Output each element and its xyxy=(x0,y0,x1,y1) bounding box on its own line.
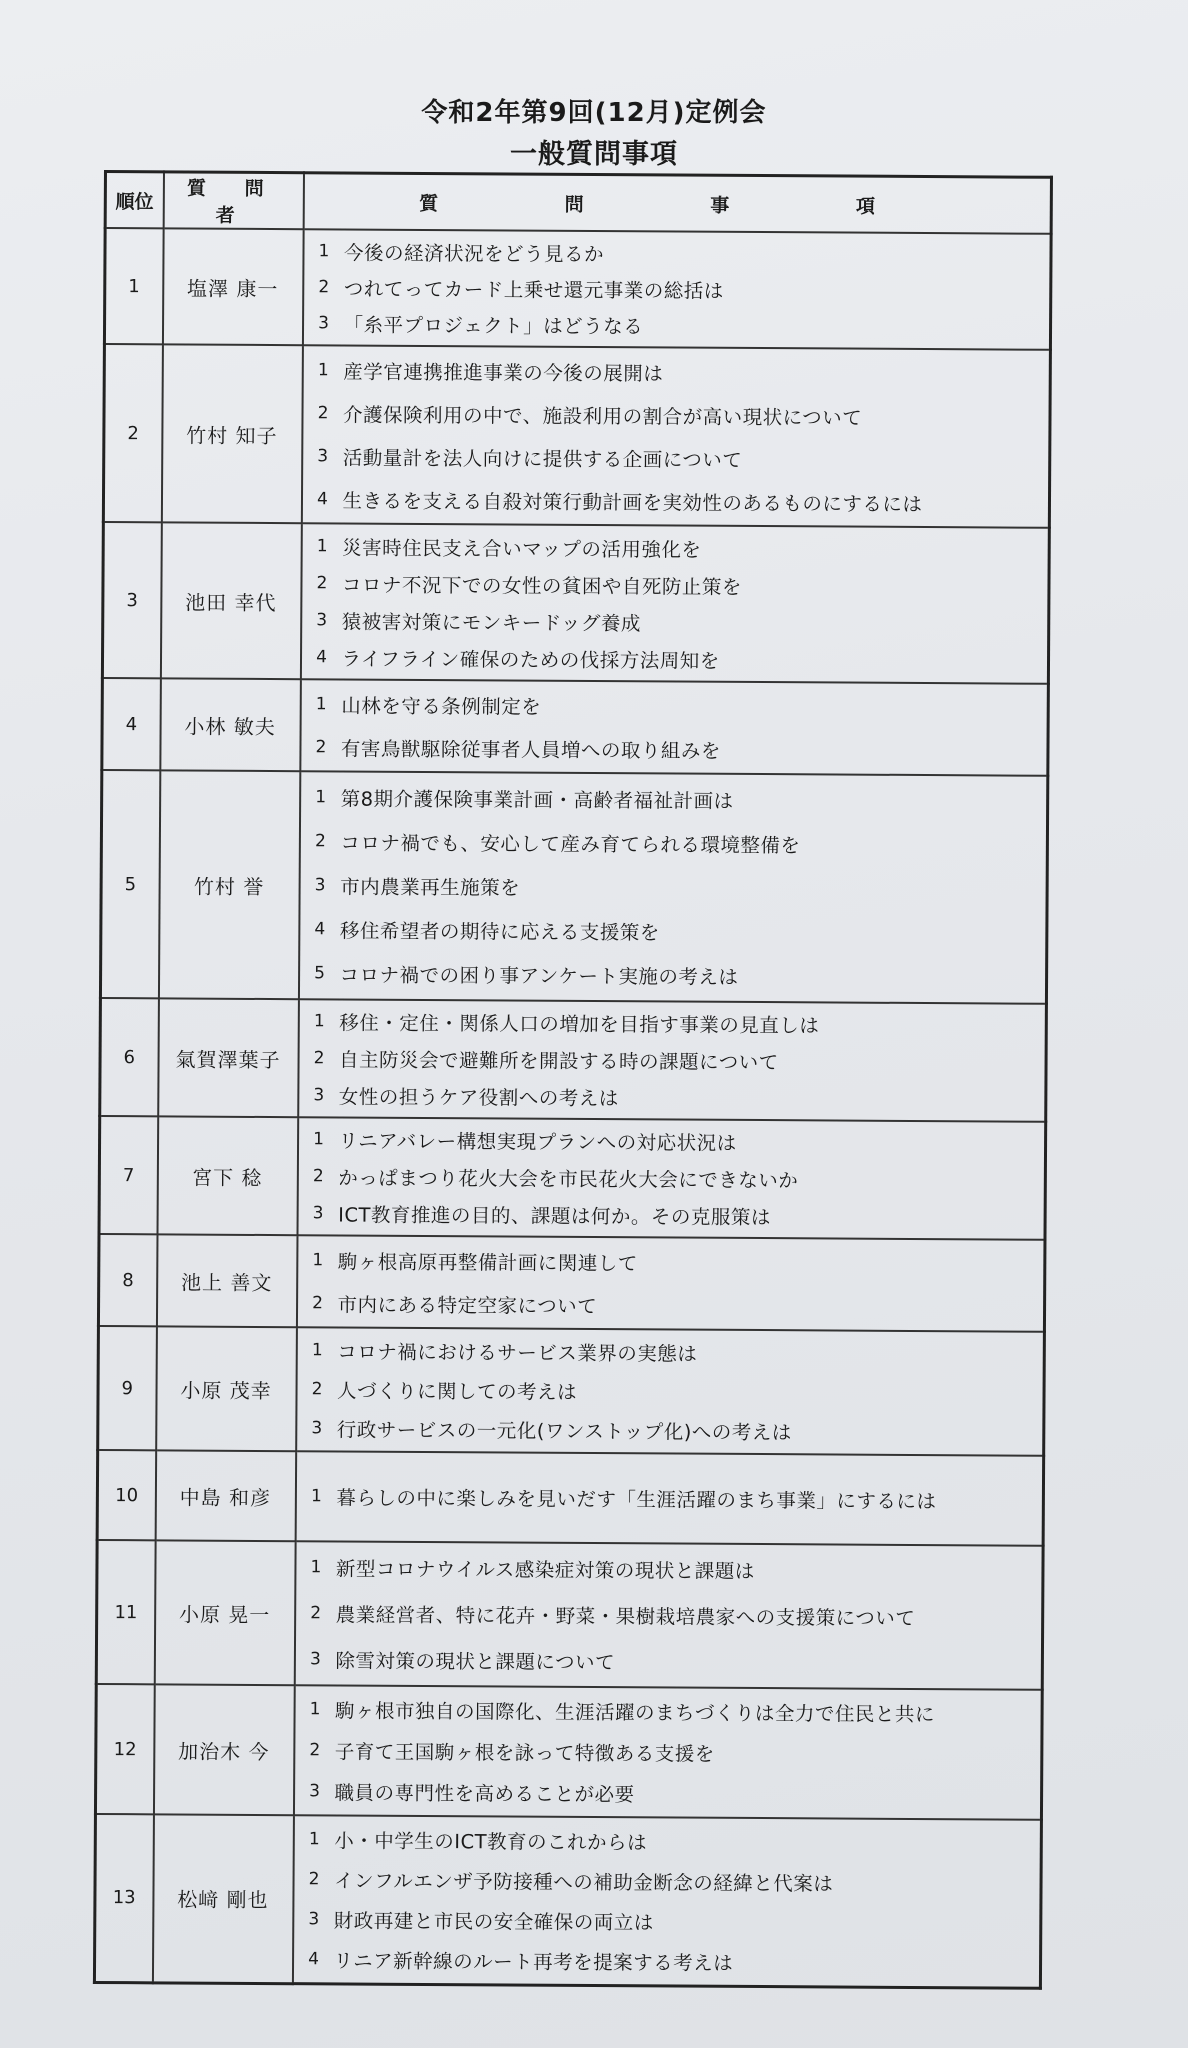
asker-name-cell: 小林 敏夫 xyxy=(160,678,301,771)
rank-cell: 2 xyxy=(103,344,162,522)
topic-number: 4 xyxy=(308,1949,320,1970)
topic-number: 2 xyxy=(309,1740,321,1761)
topic-item xyxy=(293,1939,1039,1984)
asker-name-cell: 小原 茂幸 xyxy=(156,1326,297,1451)
rank-cell: 4 xyxy=(102,678,161,770)
topic-text: 自主防災会で避難所を開設する時の課題について xyxy=(338,1048,779,1075)
topic-text: リニア新幹線のルート再考を提案する考えは xyxy=(333,1949,734,1975)
topic-item xyxy=(295,1636,1041,1687)
topic-number: 1 xyxy=(311,1340,323,1361)
topic-number: 2 xyxy=(313,1048,325,1069)
topics-cell xyxy=(298,771,1047,1004)
topic-number: 1 xyxy=(310,1486,322,1507)
topic-item xyxy=(296,1454,1042,1543)
topic-item xyxy=(303,348,1049,396)
column-header-asker: 質 問 者 xyxy=(163,172,303,229)
topic-number: 3 xyxy=(314,875,326,896)
topic-item xyxy=(300,907,1046,956)
topic-item xyxy=(303,434,1049,482)
topic-number: 3 xyxy=(308,1909,320,1930)
topic-number: 2 xyxy=(312,1166,324,1187)
rank-cell: 9 xyxy=(98,1326,157,1450)
topic-text: ライフライン確保のための伐採方法周知を xyxy=(341,646,720,673)
topic-item xyxy=(300,819,1046,868)
topic-number: 1 xyxy=(312,1249,324,1270)
topic-list xyxy=(296,1452,1042,1545)
topics-cell xyxy=(296,1327,1045,1456)
topics-cell xyxy=(294,1541,1043,1690)
topic-text: 産学官連携推進事業の今後の展開は xyxy=(343,359,664,385)
topic-item xyxy=(301,775,1047,824)
topic-text: 今後の経済状況をどう見るか xyxy=(343,241,605,267)
topic-number: 4 xyxy=(314,919,326,940)
topic-list xyxy=(298,1119,1044,1239)
topics-cell xyxy=(297,1117,1046,1240)
table-row xyxy=(97,1450,1044,1546)
table-row xyxy=(94,1814,1041,1988)
topic-item xyxy=(296,1544,1042,1595)
table-row xyxy=(96,1540,1043,1690)
topic-item xyxy=(302,601,1048,643)
topic-item xyxy=(302,564,1048,606)
topic-number: 4 xyxy=(316,646,327,667)
topic-text: 猿被害対策にモンキードッグ養成 xyxy=(341,609,642,635)
asker-name-cell: 塩澤 康一 xyxy=(162,228,303,345)
column-header-topics: 質 問 事 項 xyxy=(303,173,1051,234)
topic-list xyxy=(302,346,1049,527)
topic-item xyxy=(297,1281,1043,1329)
topic-number: 2 xyxy=(312,1292,324,1313)
topics-cell xyxy=(296,1235,1045,1332)
document-title: 令和2年第9回(12月)定例会 xyxy=(421,98,767,128)
topic-text: 職員の専門性を高めることが必要 xyxy=(334,1781,635,1807)
topic-item xyxy=(301,682,1047,730)
rank-cell: 6 xyxy=(100,998,159,1116)
topic-number: 2 xyxy=(311,1379,323,1400)
topic-item xyxy=(297,1409,1043,1453)
topic-text: 小・中学生のICT教育のこれからは xyxy=(334,1829,648,1855)
topics-cell xyxy=(293,1685,1042,1820)
table-row xyxy=(102,522,1049,684)
topic-text: ICT教育推進の目的、課題は何か。その克服策は xyxy=(338,1203,771,1230)
topic-text: 新型コロナウイルス感染症対策の現状と課題は xyxy=(335,1557,755,1584)
topic-item xyxy=(301,638,1047,680)
rank-cell: 13 xyxy=(94,1814,153,1982)
topic-number: 4 xyxy=(317,488,328,509)
topic-number: 1 xyxy=(317,359,329,380)
topics-cell xyxy=(295,1451,1044,1546)
topic-text: 活動量計を法人向けに提供する企画について xyxy=(342,445,743,472)
asker-name-cell: 池上 善文 xyxy=(156,1234,297,1327)
topic-text: 生きるを支える自殺対策行動計画を実効性のあるものにするには xyxy=(342,488,923,516)
topic-number: 2 xyxy=(315,736,327,757)
topic-number: 1 xyxy=(315,693,327,714)
asker-name-cell: 池田 幸代 xyxy=(160,522,301,679)
rank-cell: 10 xyxy=(97,1450,156,1540)
topic-item xyxy=(303,305,1049,346)
table-row xyxy=(100,998,1047,1122)
topic-text: 第8期介護保険事業計画・高齢者福祉計画は xyxy=(340,787,734,813)
topic-list xyxy=(299,773,1046,1002)
table-row xyxy=(100,770,1047,1004)
topic-number: 3 xyxy=(318,313,330,334)
topic-item xyxy=(298,1158,1044,1200)
topic-text: 駒ヶ根高原再整備計画に関連して xyxy=(337,1249,638,1275)
table-row xyxy=(98,1326,1045,1456)
topic-list xyxy=(297,1329,1043,1455)
topic-list xyxy=(297,1236,1043,1331)
topic-item xyxy=(294,1899,1040,1944)
topic-item xyxy=(298,1238,1044,1286)
topic-item xyxy=(299,1040,1045,1082)
topic-list xyxy=(301,525,1047,682)
topic-number: 2 xyxy=(316,572,328,593)
topic-number: 3 xyxy=(311,1418,323,1439)
topic-item xyxy=(301,725,1047,773)
topic-number: 3 xyxy=(309,1781,321,1802)
topic-item xyxy=(295,1689,1041,1735)
topic-item xyxy=(299,951,1045,1000)
topic-number: 3 xyxy=(312,1203,324,1224)
document-subtitle: 一般質問事項 xyxy=(510,139,678,170)
topics-cell xyxy=(292,1815,1041,1988)
topic-item xyxy=(300,863,1046,912)
topic-item xyxy=(296,1590,1042,1641)
topic-number: 2 xyxy=(308,1869,320,1890)
question-table xyxy=(93,170,1053,1989)
asker-name-cell: 加治木 今 xyxy=(153,1684,294,1815)
topic-item xyxy=(294,1819,1040,1864)
topic-text: コロナ禍におけるサービス業界の実態は xyxy=(337,1340,698,1366)
topic-number: 1 xyxy=(310,1557,322,1578)
table-row xyxy=(99,1116,1046,1240)
topic-number: 3 xyxy=(316,609,328,630)
topic-item xyxy=(294,1771,1040,1817)
topic-text: コロナ不況下での女性の貧困や自死防止策を xyxy=(341,572,743,599)
topic-text: 移住希望者の期待に応える支援策を xyxy=(339,919,660,945)
topic-text: 人づくりに関しての考えは xyxy=(336,1379,578,1404)
topic-number: 1 xyxy=(309,1699,321,1720)
table-row xyxy=(104,228,1051,350)
topic-list xyxy=(295,1542,1041,1689)
topic-list xyxy=(299,1001,1045,1121)
rank-cell: 8 xyxy=(98,1234,157,1326)
asker-name-cell: 松﨑 剛也 xyxy=(152,1814,293,1983)
topic-text: 「糸平プロジェクト」はどうなる xyxy=(343,313,644,339)
topic-item xyxy=(304,269,1050,310)
table-row xyxy=(102,678,1049,776)
topic-item xyxy=(295,1730,1041,1776)
topics-cell xyxy=(298,999,1047,1122)
topic-number: 5 xyxy=(314,963,326,984)
topic-text: 山林を守る条例制定を xyxy=(341,693,542,719)
question-table-wrapper xyxy=(93,170,1050,1989)
rank-cell: 7 xyxy=(99,1116,158,1234)
topics-cell xyxy=(300,679,1049,776)
topic-text: 子育て王国駒ヶ根を詠って特徴ある支援を xyxy=(334,1740,715,1766)
topic-number: 1 xyxy=(313,1011,325,1032)
topic-number: 2 xyxy=(310,1603,322,1624)
asker-name-cell: 竹村 知子 xyxy=(161,344,302,523)
topic-list xyxy=(301,680,1047,775)
topic-text: かっぱまつり花火大会を市民花火大会にできないか xyxy=(338,1166,799,1193)
topic-number: 2 xyxy=(318,277,330,298)
topic-list xyxy=(294,1687,1040,1819)
asker-name-cell: 氣賀澤葉子 xyxy=(158,998,299,1117)
table-row xyxy=(98,1234,1045,1332)
topic-text: 市内にある特定空家について xyxy=(337,1292,598,1318)
rank-cell: 5 xyxy=(100,770,159,998)
table-body xyxy=(94,228,1051,1988)
topic-text: 移住・定住・関係人口の増加を目指す事業の見直しは xyxy=(339,1011,820,1038)
asker-name-cell: 竹村 誉 xyxy=(158,770,299,999)
rank-cell: 1 xyxy=(104,228,163,344)
table-row xyxy=(95,1684,1042,1820)
topic-number: 2 xyxy=(314,831,326,852)
topic-item xyxy=(299,1003,1045,1045)
topic-item xyxy=(304,233,1050,274)
topic-item xyxy=(303,391,1049,439)
topic-text: 暮らしの中に楽しみを見いだす「生涯活躍のまち事業」にするには xyxy=(336,1486,937,1514)
topic-text: 行政サービスの一元化(ワンストップ化)への考えは xyxy=(336,1418,792,1445)
topics-cell xyxy=(300,523,1049,684)
topic-number: 1 xyxy=(308,1829,320,1850)
topic-item xyxy=(302,527,1048,569)
topic-text: 介護保険利用の中で、施設利用の割合が高い現状について xyxy=(342,402,863,430)
topic-number: 3 xyxy=(309,1649,321,1670)
topic-number: 1 xyxy=(316,535,328,556)
topic-number: 2 xyxy=(317,402,329,423)
topic-text: 駒ヶ根市独自の国際化、生涯活躍のまちづくりは全力で住民と共に xyxy=(335,1699,935,1727)
topic-text: コロナ禍での困り事アンケート実施の考えは xyxy=(339,963,739,989)
column-header-rank: 順位 xyxy=(105,172,163,229)
topic-text: 財政再建と市民の安全確保の両立は xyxy=(333,1909,654,1935)
topic-text: 市内農業再生施策を xyxy=(340,875,521,900)
topic-text: インフルエンザ予防接種への補助金断念の経緯と代案は xyxy=(333,1869,834,1896)
topics-cell xyxy=(302,229,1051,350)
asker-name-cell: 宮下 稔 xyxy=(157,1116,298,1235)
topic-text: 有害鳥獣駆除従事者人員増への取り組みを xyxy=(340,736,722,763)
table-row xyxy=(103,344,1050,528)
topic-item xyxy=(298,1195,1044,1237)
asker-name-cell: 中島 和彦 xyxy=(155,1450,296,1541)
topic-item xyxy=(297,1331,1043,1375)
rank-cell: 3 xyxy=(102,522,161,678)
topic-text: コロナ禍でも、安心して産み育てられる環境整備を xyxy=(340,831,801,858)
topic-text: 農業経営者、特に花卉・野菜・果樹栽培農家への支援策について xyxy=(335,1603,916,1630)
topic-list xyxy=(303,231,1049,348)
topic-text: 除雪対策の現状と課題について xyxy=(335,1649,616,1675)
topic-item xyxy=(297,1370,1043,1414)
topic-number: 1 xyxy=(313,1129,325,1150)
rank-cell: 11 xyxy=(96,1540,155,1684)
topic-number: 1 xyxy=(315,787,327,808)
topic-number: 3 xyxy=(317,445,329,466)
topic-number: 1 xyxy=(318,241,330,262)
topic-item xyxy=(299,1077,1045,1119)
topic-text: リニアバレー構想実現プランへの対応状況は xyxy=(338,1129,737,1155)
table-header-row xyxy=(105,172,1051,234)
topic-number: 3 xyxy=(313,1085,325,1106)
topics-cell xyxy=(301,345,1050,528)
asker-name-cell: 小原 晃一 xyxy=(154,1540,295,1685)
rank-cell: 12 xyxy=(95,1684,154,1814)
topic-item xyxy=(298,1121,1044,1163)
topic-list xyxy=(293,1817,1039,1986)
topic-text: つれてってカード上乗せ還元事業の総括は xyxy=(343,277,724,303)
topic-item xyxy=(302,477,1048,525)
topic-item xyxy=(294,1859,1040,1904)
topic-text: 災害時住民支え合いマップの活用強化を xyxy=(342,535,702,562)
topic-text: 女性の担うケア役割への考えは xyxy=(338,1085,619,1111)
